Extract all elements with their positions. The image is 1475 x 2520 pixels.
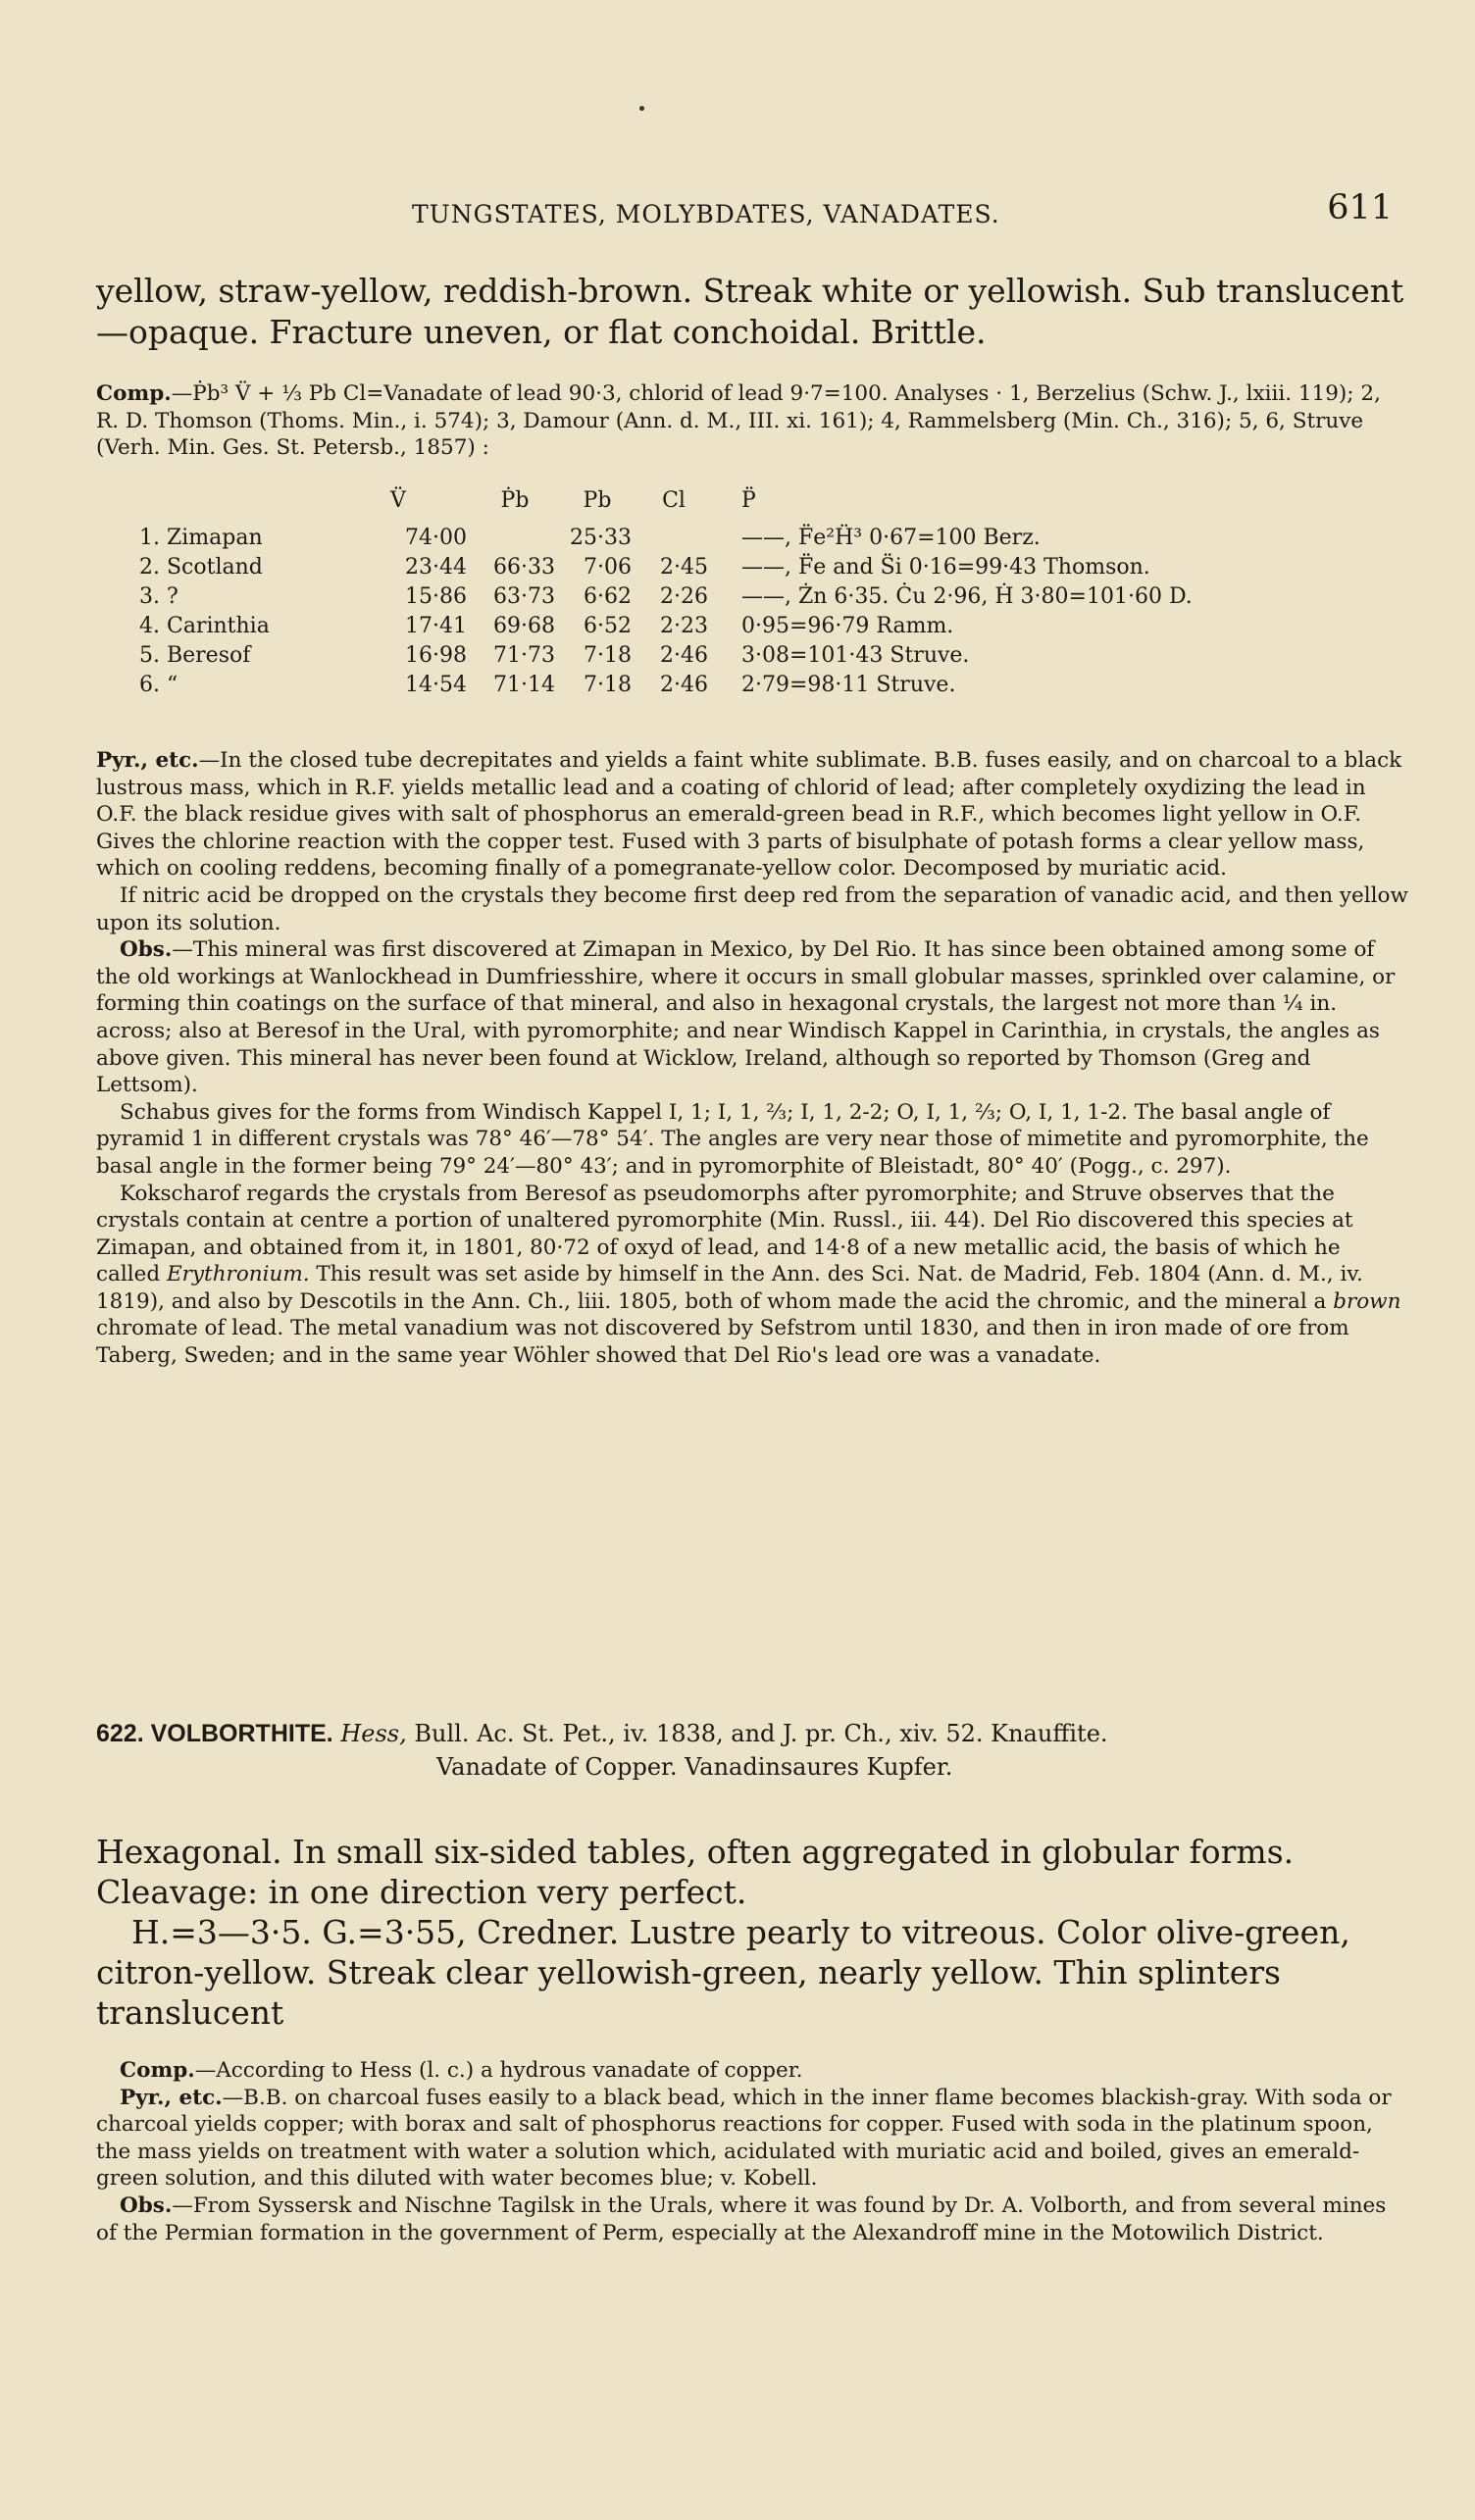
remark: 0·95=96·79 Ramm. xyxy=(741,614,954,638)
pyr2-lead: Pyr., etc. xyxy=(120,2085,223,2110)
analysis-table xyxy=(139,488,1200,702)
value-cl xyxy=(639,526,716,555)
value-pb-oxide: 66·33 xyxy=(493,555,555,580)
pyr-paragraph xyxy=(96,747,1408,882)
value-cl: 2·23 xyxy=(660,614,708,638)
value-v: 23·44 xyxy=(405,555,467,580)
volborthite-notes xyxy=(96,2057,1408,2246)
pyr-lead: Pyr., etc. xyxy=(96,748,199,773)
comp2-text: —According to Hess (l. c.) a hydrous vanadate of copper. xyxy=(194,2058,803,2083)
analysis-header: Cl xyxy=(662,488,686,513)
obs2-text: —From Syssersk and Nischne Tagilsk in the Urals, where it was found by Dr. A. Volborth, and from several mines of the Permian formation in the government of Perm, especially at the Alexandroff mine in the Motowilich District. xyxy=(96,2192,1387,2245)
value-pb: 7·18 xyxy=(584,643,632,668)
obs-text: —This mineral was first discovered at Zimapan in Mexico, by Del Rio. It has since been obtained among some of the old workings at Wanlockhead in Dumfriesshire, where it occurs in small globular masses, sprinkled over calamine, or forming thin coatings on the surface of that mineral, and also in hexagonal crystals, the largest not more than ¼ in. across; also at Beresof in the Ural, with pyromorphite; and near Windisch Kappel in Carinthia, in crystals, the angles as above given. This mineral has never been found at Wicklow, Ireland, although so reported by Thomson (Greg and Lettsom). xyxy=(96,937,1396,1098)
value-v: 17·41 xyxy=(405,614,467,638)
analysis-row xyxy=(139,584,1200,614)
analysis-header-row xyxy=(139,488,1200,526)
analysis-row xyxy=(139,643,1200,673)
analysis-row xyxy=(139,614,1200,643)
composition-paragraph xyxy=(96,380,1408,462)
value-cl: 2·26 xyxy=(660,584,708,609)
running-title: TUNGSTATES, MOLYBDATES, VANADATES. xyxy=(412,200,1000,228)
remark: ——, F̈e²Ḧ³ 0·67=100 Berz. xyxy=(741,526,1041,550)
obs-lead: Obs. xyxy=(120,937,173,963)
value-v: 16·98 xyxy=(405,643,467,668)
pyr2-text: —B.B. on charcoal fuses easily to a black bead, which in the inner flame becomes blackish-gray. With soda or charcoal yields copper; with borax and salt of phosphorus reactions for copper. Fused with soda in the platinum spoon, the mass yields on treatment with water a solution which, acidulated with muriatic acid and boiled, gives an emerald-green solution, and this diluted with water becomes blue; v. Kobell. xyxy=(96,2085,1392,2192)
intro-description: yellow, straw-yellow, reddish-brown. Streak white or yellowish. Sub translucent—opaque. Fracture uneven, or flat conchoidal. Brittle. xyxy=(96,272,1404,351)
value-pb-oxide: 71·14 xyxy=(493,673,555,697)
locality: 4. Carinthia xyxy=(139,614,270,638)
value-pb-oxide xyxy=(475,526,563,555)
value-v: 14·54 xyxy=(405,673,467,697)
value-pb-oxide: 69·68 xyxy=(493,614,555,638)
analysis-row xyxy=(139,555,1200,584)
volborthite-description xyxy=(96,1832,1405,2033)
obs-paragraph xyxy=(96,936,1408,1099)
remark: ——, F̈e and S̈i 0·16=99·43 Thomson. xyxy=(741,555,1150,580)
locality: 2. Scotland xyxy=(139,555,263,580)
remark: 3·08=101·43 Struve. xyxy=(741,643,970,668)
analysis-row xyxy=(139,673,1200,702)
vanadinite-notes xyxy=(96,747,1408,1370)
erythronium-term: Erythronium. xyxy=(166,1262,310,1287)
obs2-paragraph xyxy=(96,2192,1408,2246)
locality: 5. Beresof xyxy=(139,643,251,668)
pyr2-paragraph xyxy=(96,2085,1408,2192)
kokscharof-paragraph: Kokscharof regards the crystals from Beresof as pseudomorphs after pyromorphite; and Struve observes that the crystals contain at centre a portion of unaltered pyromorphite (Min. Russl., iii. 44). Del Rio discovered this species at Zimapan, and obtained from it, in 1801, 80·72 of oxyd of lead, and 14·8 of a new metallic acid, the basis of which he called Erythronium. This result was set aside by himself in the Ann. des Sci. Nat. de Madrid, Feb. 1804 (Ann. d. M., iv. 1819), and also by Descotils in the Ann. Ch., liii. 1805, both of whom made the acid the chromic, and the mineral a brown chromate of lead. The metal vanadium was not discovered by Sefstrom until 1830, and then in iron made of ore from Taberg, Sweden; and in the same year Wöhler showed that Del Rio's lead ore was a vanadate. xyxy=(96,1181,1401,1369)
comp-lead: Comp. xyxy=(96,381,172,406)
page-number: 611 xyxy=(1327,188,1393,227)
value-cl: 2·46 xyxy=(660,643,708,668)
value-pb: 6·62 xyxy=(584,584,632,609)
schabus-paragraph: Schabus gives for the forms from Windisch Kappel I, 1; I, 1, ⅔; I, 1, 2-2; O, I, 1, ⅔; O, I, 1, 1-2. The basal angle of pyramid 1 in different crystals was 78° 46′—78° 54′. The angles are very near those of mimetite and pyromorphite, the basal angle in the former being 79° 24′—80° 43′; and in pyromorphite of Bleistadt, 80° 40′ (Pogg., c. 297). xyxy=(96,1099,1369,1179)
physical-properties: H.=3—3·5. G.=3·55, Credner. Lustre pearly to vitreous. Color olive-green, citron-yellow. Streak clear yellowish-green, nearly yellow. Thin splinters translucent xyxy=(96,1913,1350,2032)
pyr-text: —In the closed tube decrepitates and yields a faint white sublimate. B.B. fuses easily, and on charcoal to a black lustrous mass, which in R.F. yields metallic lead and a coating of chlorid of lead; after completely oxydizing the lead in O.F. the black residue gives with salt of phosphorus an emerald-green bead in R.F., which becomes light yellow in O.F. Gives the chlorine reaction with the copper test. Fused with 3 parts of bisulphate of potash forms a clear yellow mass, which on cooling reddens, becoming finally of a pomegranate-yellow color. Decomposed by muriatic acid. xyxy=(96,748,1402,882)
value-cl: 2·46 xyxy=(660,673,708,697)
value-pb-oxide: 63·73 xyxy=(493,584,555,609)
value-pb: 7·18 xyxy=(584,673,632,697)
analysis-row xyxy=(139,526,1200,555)
value-pb: 25·33 xyxy=(570,526,632,550)
comp2-paragraph xyxy=(96,2057,1408,2085)
page-header xyxy=(412,188,1393,241)
locality: 6. “ xyxy=(139,673,178,697)
comp2-lead: Comp. xyxy=(120,2058,195,2083)
locality: 3. ? xyxy=(139,584,178,609)
analysis-header: Pb xyxy=(583,488,612,513)
remark: 2·79=98·11 Struve. xyxy=(741,673,956,697)
entry-author: Hess, xyxy=(340,1720,407,1747)
brown-term: brown xyxy=(1333,1288,1401,1314)
locality: 1. Zimapan xyxy=(139,526,263,550)
comp-text: —Ṗb³ V̈ + ⅓ Pb Cl=Vanadate of lead 90·3, chlorid of lead 9·7=100. Analyses · 1, Berzelius (Schw. J., lxiii. 119); 2, R. D. Thomson (Thoms. Min., i. 574); 3, Damour (Ann. d. M., III. xi. 161); 4, Rammelsberg (Min. Ch., 316); 5, 6, Struve (Verh. Min. Ges. St. Petersb., 1857) : xyxy=(96,381,1381,461)
analysis-header: P̈ xyxy=(741,488,756,513)
remark: ——, Żn 6·35. Ċu 2·96, Ḣ 3·80=101·60 D. xyxy=(741,584,1193,609)
print-speck xyxy=(639,106,644,111)
entry-heading xyxy=(96,1717,1410,1784)
entry-number: 622. VOLBORTHITE. xyxy=(96,1720,333,1747)
analysis-header: V̈ xyxy=(390,488,406,513)
value-cl: 2·45 xyxy=(660,555,708,580)
nitric-paragraph: If nitric acid be dropped on the crystals they become first deep red from the separation of vanadic acid, and then yellow upon its solution. xyxy=(96,882,1408,935)
value-pb-oxide: 71·73 xyxy=(493,643,555,668)
entry-synonyms: Vanadate of Copper. Vanadinsaures Kupfer. xyxy=(436,1753,953,1781)
analysis-header: Ṗb xyxy=(500,488,530,513)
entry-reference: Bull. Ac. St. Pet., iv. 1838, and J. pr. Ch., xiv. 52. Knauffite. xyxy=(406,1720,1108,1747)
value-v: 15·86 xyxy=(405,584,467,609)
crystal-description: Hexagonal. In small six-sided tables, often aggregated in globular forms. Cleavage: in one direction very perfect. xyxy=(96,1833,1295,1911)
obs2-lead: Obs. xyxy=(120,2192,173,2218)
value-pb: 7·06 xyxy=(584,555,632,580)
value-v: 74·00 xyxy=(405,526,467,550)
analysis-header xyxy=(139,488,361,526)
value-pb: 6·52 xyxy=(584,614,632,638)
